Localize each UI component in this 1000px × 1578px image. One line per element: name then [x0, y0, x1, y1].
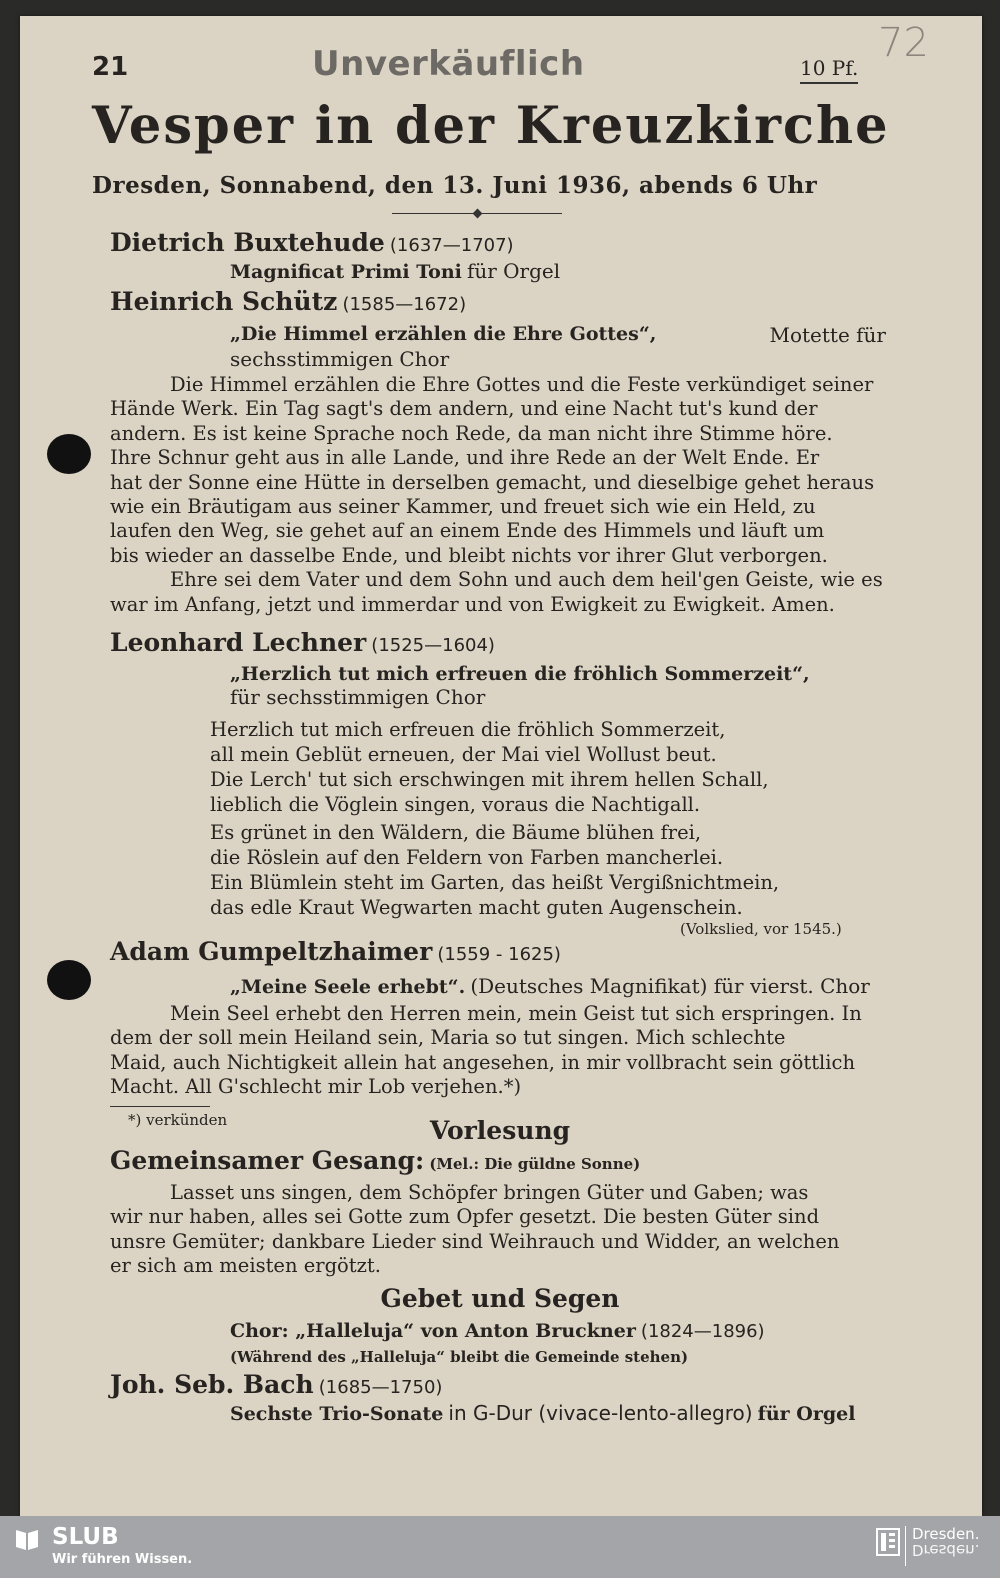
work-title: „Herzlich tut mich erfreuen die fröhlich Sommerzeit“, — [230, 663, 810, 685]
composer-years: (1559 - 1625) — [437, 944, 561, 965]
poem-line: Herzlich tut mich erfreuen die fröhlich Sommerzeit, — [210, 718, 726, 741]
text-line: er sich am meisten ergötzt. — [110, 1254, 381, 1278]
composer-gumpeltzhaimer — [110, 937, 561, 966]
section-gesang — [110, 1146, 640, 1175]
text-line: Macht. All G'schlecht mir Lob verjehen.*) — [110, 1075, 522, 1099]
text-line: dem der soll mein Heiland sein, Maria so tut singen. Mich schlechte — [110, 1026, 786, 1050]
footer-separator — [905, 1526, 906, 1566]
poem-line: Die Lerch' tut sich erschwingen mit ihrem hellen Schall, — [210, 768, 769, 791]
text-line: wir nur haben, alles sei Gotte zum Opfer gesetzt. Die besten Güter sind — [110, 1205, 820, 1229]
poem-line: das edle Kraut Wegwarten macht guten Augenschein. — [210, 896, 743, 919]
text-line: war im Anfang, jetzt und immerdar und von Ewigkeit zu Ewigkeit. Amen. — [110, 592, 835, 616]
composer-years: (1585—1672) — [342, 294, 467, 315]
poem-line: die Röslein auf den Feldern von Farben mancherlei. — [210, 846, 724, 869]
text-line: wie ein Bräutigam aus seiner Kammer, und freuet sich wie ein Held, zu — [110, 495, 816, 519]
composer-years: (1685—1750) — [318, 1377, 443, 1398]
dresden-logo-text[interactable] — [912, 1526, 979, 1558]
text-line: Die Himmel erzählen die Ehre Gottes und die Feste verkündiget seiner — [170, 373, 874, 396]
work-type: (Deutsches Magnifikat) für vierst. Chor — [470, 974, 870, 998]
composer-lechner — [110, 628, 495, 657]
slub-logo-text[interactable]: SLUB — [52, 1524, 119, 1550]
work-buxtehude — [230, 259, 560, 283]
stamp-unverkaeuflich: Unverkäuflich — [312, 44, 585, 84]
program-number: 21 — [92, 52, 129, 82]
price: 10 Pf. — [800, 56, 858, 84]
composer-name: Dietrich Buxtehude — [110, 228, 385, 257]
text-line: Lasset uns singen, dem Schöpfer bringen Güter und Gaben; was — [170, 1181, 809, 1204]
work-title: Sechste Trio-Sonate — [230, 1403, 444, 1425]
composer-name: Heinrich Schütz — [110, 287, 338, 316]
work-key: in G-Dur (vivace-lento-allegro) — [448, 1401, 753, 1425]
gesang-melody: (Mel.: Die güldne Sonne) — [429, 1155, 641, 1173]
section-vorlesung: Vorlesung — [429, 1116, 571, 1145]
slub-tagline: Wir führen Wissen. — [52, 1552, 193, 1567]
poem-line: lieblich die Vöglein singen, voraus die Nachtigall. — [210, 793, 701, 816]
work-title: „Die Himmel erzählen die Ehre Gottes“, — [230, 323, 657, 345]
work-title: Magnificat Primi Toni — [230, 261, 462, 283]
dresden-crest-icon[interactable] — [876, 1528, 900, 1556]
poem-stanza-2 — [210, 820, 779, 920]
work-type: für Orgel — [466, 259, 561, 283]
text-gesang — [110, 1181, 886, 1279]
work-schuetz — [230, 323, 886, 371]
dresden-logo-line: Dresden. — [912, 1525, 980, 1543]
composer-name: Joh. Seb. Bach — [110, 1370, 314, 1399]
footnote: *) verkünden — [128, 1111, 228, 1129]
section-gebet: Gebet und Segen — [380, 1284, 620, 1313]
pencil-note: 72 — [878, 20, 929, 66]
composer-name: Adam Gumpeltzhaimer — [110, 937, 433, 966]
text-line: hat der Sonne eine Hütte in derselben gemacht, und dieselbige gehet heraus — [110, 470, 875, 494]
footnote-rule — [110, 1106, 210, 1107]
text-line: Hände Werk. Ein Tag sagt's dem andern, und eine Nacht tut's kund der — [110, 397, 818, 421]
gesang-heading: Gemeinsamer Gesang: — [110, 1146, 425, 1175]
composer-buxtehude — [110, 228, 514, 257]
poem-line: Ein Blümlein steht im Garten, das heißt Vergißnichtmein, — [210, 871, 780, 894]
work-bach — [230, 1401, 855, 1425]
choir-work: Chor: „Halleluja“ von Anton Bruckner — [230, 1320, 636, 1342]
page-title: Vesper in der Kreuzkirche — [92, 96, 890, 156]
composer-bach — [110, 1370, 442, 1399]
text-line: Mein Seel erhebt den Herren mein, mein Geist tut sich erspringen. In — [170, 1002, 862, 1025]
poem-source: (Volkslied, vor 1545.) — [680, 920, 842, 938]
text-line: laufen den Weg, sie gehet auf an einem Ende des Himmels und läuft um — [110, 519, 825, 543]
work-type-cont: sechsstimmigen Chor — [230, 347, 450, 371]
gebet-note: (Während des „Halleluja“ bleibt die Gemeinde stehen) — [230, 1348, 689, 1366]
gebet-choir — [230, 1320, 765, 1342]
work-gumpeltzhaimer — [230, 974, 886, 998]
poem-line: all mein Geblüt erneuen, der Mai viel Wollust beut. — [210, 743, 717, 766]
punch-hole-upper — [47, 434, 91, 474]
page-subtitle: Dresden, Sonnabend, den 13. Juni 1936, abends 6 Uhr — [92, 172, 818, 199]
work-type: für Orgel — [757, 1403, 856, 1425]
text-line: Ehre sei dem Vater und dem Sohn und auch dem heil'gen Geiste, wie es — [170, 568, 883, 592]
poem-stanza-1 — [210, 717, 769, 817]
work-title: „Meine Seele erhebt“. — [230, 976, 466, 998]
composer-years: (1525—1604) — [371, 635, 495, 656]
dresden-logo-line-mirrored: Dresden. — [912, 1541, 980, 1559]
composer-schuetz — [110, 287, 466, 316]
punch-hole-lower — [47, 960, 91, 1000]
composer-name: Leonhard Lechner — [110, 628, 367, 657]
text-line: unsre Gemüter; dankbare Lieder sind Weihrauch und Widder, an welchen — [110, 1229, 840, 1253]
poem-line: Es grünet in den Wäldern, die Bäume blühen frei, — [210, 821, 702, 844]
footer-bar — [0, 1516, 1000, 1578]
text-line: bis wieder an dasselbe Ende, und bleibt nichts vor ihrer Glut verborgen. — [110, 543, 828, 567]
text-schuetz — [110, 373, 886, 617]
work-lechner — [230, 663, 886, 709]
text-line: Maid, auch Nichtigkeit allein hat angesehen, in mir vollbracht sein göttlich — [110, 1050, 855, 1074]
text-line: Ihre Schnur geht aus in alle Lande, und ihre Rede an der Welt Ende. Er — [110, 446, 820, 470]
composer-years: (1637—1707) — [389, 235, 514, 256]
slub-book-icon[interactable] — [14, 1526, 40, 1552]
work-type: Motette für — [769, 323, 886, 347]
work-type: für sechsstimmigen Chor — [230, 685, 486, 709]
choir-years: (1824—1896) — [640, 1321, 765, 1342]
text-gumpeltzhaimer — [110, 1002, 886, 1100]
text-line: andern. Es ist keine Sprache noch Rede, da man nicht ihre Stimme höre. — [110, 421, 833, 445]
